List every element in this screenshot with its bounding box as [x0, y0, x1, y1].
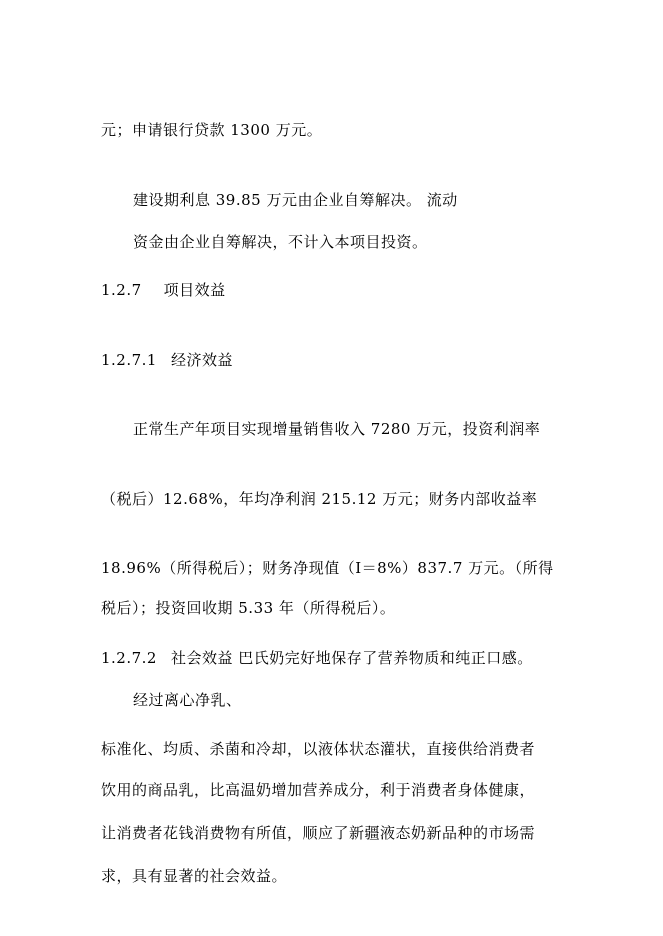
- section-heading-1-2-7-2: [101, 648, 533, 668]
- paragraph-line: 资金由企业自筹解决，不计入本项目投资。: [133, 233, 428, 251]
- paragraph-line: 让消费者花钱消费物有所值，顺应了新疆液态奶新品种的市场需: [101, 824, 536, 842]
- heading-title: 社会效益 巴氏奶完好地保存了营养物质和纯正口感。: [170, 649, 533, 667]
- heading-title: 项目效益: [163, 281, 226, 299]
- paragraph-line: 18.96%（所得税后）；财务净现值（I＝8%）837.7 万元。（所得: [101, 559, 554, 577]
- paragraph-line: 求，具有显著的社会效益。: [101, 867, 288, 885]
- paragraph-line: 元；申请银行贷款 1300 万元。: [101, 121, 323, 139]
- paragraph-line: 建设期利息 39.85 万元由企业自筹解决。 流动: [133, 191, 458, 209]
- heading-title: 经济效益: [170, 351, 233, 369]
- paragraph-line: 标准化、均质、杀菌和冷却，以液体状态灌状，直接供给消费者: [101, 740, 536, 758]
- paragraph-line: 饮用的商品乳，比高温奶增加营养成分，利于消费者身体健康，: [101, 781, 536, 799]
- section-heading-1-2-7-1: [101, 350, 233, 370]
- section-heading-1-2-7: [101, 280, 226, 300]
- heading-number: 1.2.7.1: [101, 351, 157, 369]
- heading-number: 1.2.7.2: [101, 649, 157, 667]
- paragraph-line: 经过离心净乳、: [133, 691, 242, 709]
- paragraph-line: （税后）12.68%，年均净利润 215.12 万元；财务内部收益率: [101, 490, 538, 508]
- paragraph-line: 正常生产年项目实现增量销售收入 7280 万元，投资利润率: [133, 420, 541, 438]
- paragraph-line: 税后）；投资回收期 5.33 年（所得税后）。: [101, 599, 396, 617]
- heading-number: 1.2.7: [101, 281, 142, 299]
